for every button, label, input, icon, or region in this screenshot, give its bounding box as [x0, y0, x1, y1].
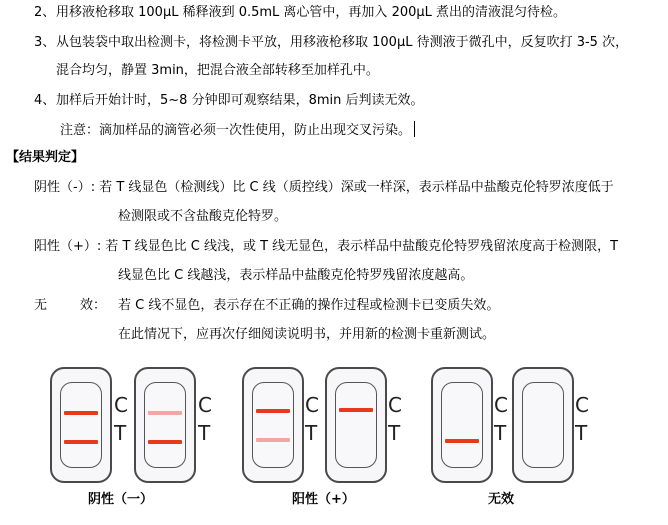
positive-description-line1: 阳性（+）: 若 T 线显色比 C 线浅，或 T 线无显色，表示样品中盐酸克伦特罗残留浓度高于检测限，T	[34, 239, 619, 254]
step3-number: 3、	[34, 35, 56, 50]
c-line-band	[339, 408, 373, 412]
result-window	[252, 382, 294, 468]
t-line-label: T	[575, 421, 588, 445]
t-line-label: T	[494, 421, 507, 445]
test-card-negative-2	[134, 367, 196, 483]
c-line-band	[64, 411, 98, 415]
invalid-caption: 无效	[488, 492, 515, 507]
t-line-band	[64, 440, 98, 444]
positive-caption: 阳性（+）	[292, 492, 355, 507]
step2-text: 用移液枪移取 100μL 稀释液到 0.5mL 离心管中，再加入 200μL 煮出的清液混匀待检。	[56, 5, 567, 20]
positive-description-line2: 线显色比 C 线越浅，表示样品中盐酸克伦特罗残留浓度越高。	[118, 268, 474, 283]
step4-text: 加样后开始计时，5~8 分钟即可观察结果，8min 后判读无效。	[56, 93, 424, 108]
t-line-band	[256, 438, 290, 442]
invalid-description-line2: 在此情况下，应再次仔细阅读说明书，并用新的检测卡重新测试。	[118, 327, 496, 342]
negative-caption: 阴性（一）	[88, 492, 154, 507]
c-line-label: C	[198, 393, 212, 417]
text-cursor	[414, 121, 415, 137]
c-line-label: C	[305, 393, 319, 417]
test-card-invalid-1	[431, 367, 493, 483]
test-card-invalid-2	[512, 367, 574, 483]
result-window	[144, 382, 186, 468]
invalid-label: 无 效：	[34, 298, 107, 313]
c-line-label: C	[388, 393, 402, 417]
c-line-band	[148, 411, 182, 415]
c-line-label: C	[114, 393, 128, 417]
t-line-label: T	[388, 421, 401, 445]
step3-text-line1: 从包装袋中取出检测卡，将检测卡平放，用移液枪移取 100μL 待测液于微孔中，反复吹打 3-5 次，	[56, 35, 629, 50]
negative-description-line2: 检测限或不含盐酸克伦特罗。	[118, 209, 288, 224]
c-line-band	[256, 409, 290, 413]
t-line-label: T	[305, 421, 318, 445]
test-card-negative-1	[50, 367, 112, 483]
result-heading: 【结果判定】	[6, 150, 85, 165]
t-line-label: T	[198, 421, 211, 445]
t-line-label: T	[114, 421, 127, 445]
invalid-description-line1: 若 C 线不显色，表示存在不正确的操作过程或检测卡已变质失效。	[118, 298, 500, 313]
step4-number: 4、	[34, 93, 56, 108]
result-window	[441, 382, 483, 468]
result-diagram	[0, 360, 668, 525]
step2-number: 2、	[34, 5, 56, 20]
t-line-band	[445, 439, 479, 443]
test-card-positive-1	[242, 367, 304, 483]
step3-text-line2: 混合均匀，静置 3min，把混合液全部转移至加样孔中。	[56, 63, 379, 78]
t-line-band	[148, 440, 182, 444]
result-window	[522, 382, 564, 468]
result-window	[335, 382, 377, 468]
note-text: 注意：滴加样品的滴管必须一次性使用，防止出现交叉污染。	[60, 121, 415, 140]
c-line-label: C	[494, 393, 508, 417]
negative-description-line1: 阴性（-）: 若 T 线显色（检测线）比 C 线（质控线）深或一样深，表示样品中盐酸克伦特罗浓度低于	[34, 180, 614, 195]
c-line-label: C	[575, 393, 589, 417]
result-window	[60, 382, 102, 468]
test-card-positive-2	[325, 367, 387, 483]
